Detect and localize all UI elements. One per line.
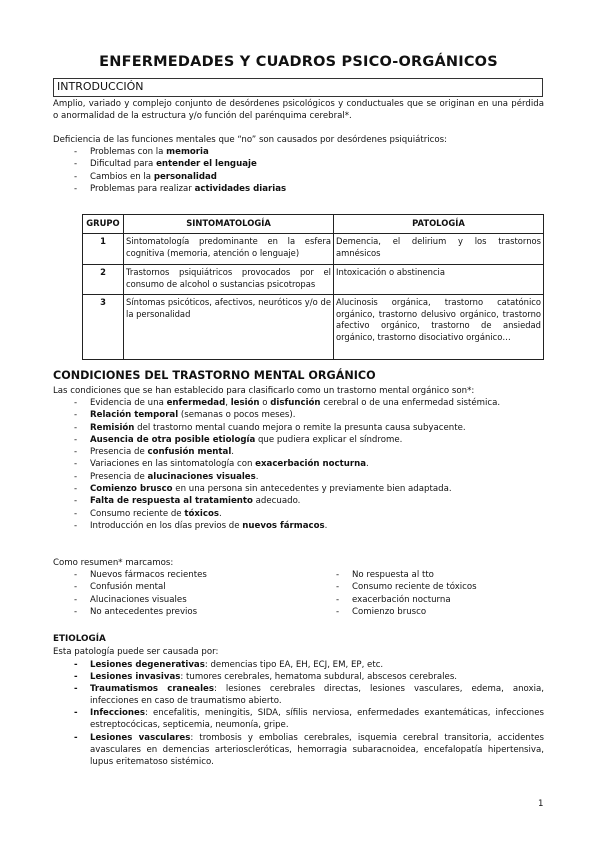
cell-grupo: 1 <box>83 234 124 265</box>
bullet-dash: - <box>74 471 78 482</box>
list-item-text: Falta de respuesta al tratamiento adecuado. <box>90 496 301 507</box>
bullet-dash: - <box>74 520 78 531</box>
bullet-dash: - <box>74 496 78 507</box>
bullet-dash: - <box>74 422 78 433</box>
summary-lead: Como resumen* marcamos: <box>53 558 174 568</box>
table-row <box>83 265 544 295</box>
table-header-row <box>83 215 544 234</box>
section-heading-etiologia: ETIOLOGÍA <box>53 634 106 644</box>
list-item <box>53 446 544 458</box>
list-item-text: Evidencia de una enfermedad, lesión o disfunción cerebral o de una enfermedad sistémica. <box>90 398 501 408</box>
page-number: 1 <box>538 799 544 809</box>
list-item <box>53 422 544 434</box>
list-item: - Alucinaciones visuales <box>74 594 187 605</box>
list-item: - Lesiones vasculares: trombosis y embolias cerebrales, isquemia cerebral transitoria, accidentes avasculares en demencias arterioscleróticas, hemorragia subaracnoidea, encefalopatía hipertensiva, lupus eritematoso sistémico. <box>74 732 544 767</box>
list-item: - Infecciones: encefalitis, meningitis, SIDA, sífilis nerviosa, enfermedades exantemáticas, infecciones estreptocócicas, septicemia, neumonía, gripe. <box>74 708 544 731</box>
list-item: - Problemas con la memoria <box>74 147 209 157</box>
cell-sintomatologia: Trastornos psiquiátricos provocados por el consumo de alcohol o sustancias psicotropas <box>124 265 334 295</box>
cell-grupo: 2 <box>83 265 124 295</box>
column-header-patologia: PATOLOGÍA <box>334 215 544 234</box>
list-item: - Dificultad para entender el lenguaje <box>74 159 257 170</box>
summary-left-column <box>53 569 293 618</box>
cell-patologia: Intoxicación o abstinencia <box>334 265 544 295</box>
list-item <box>53 495 544 507</box>
section-heading-label: INTRODUCCIÓN <box>57 80 144 93</box>
bullet-dash: - <box>74 459 78 470</box>
bullet-dash: - <box>74 410 78 421</box>
section-heading-condiciones: CONDICIONES DEL TRASTORNO MENTAL ORGÁNICO <box>53 369 376 382</box>
cell-patologia: Demencia, el delirium y los trastornos amnésicos <box>334 234 544 265</box>
list-item-text: Consumo reciente de tóxicos. <box>90 508 222 519</box>
list-item: - Lesiones invasivas: tumores cerebrales, hematoma subdural, abscesos cerebrales. <box>74 672 458 683</box>
list-item: - No antecedentes previos <box>74 606 198 617</box>
bullet-dash: - <box>74 508 78 519</box>
table-row <box>83 295 544 360</box>
deficiency-list <box>53 146 544 195</box>
etiology-lead: Esta patología puede ser causada por: <box>53 647 219 657</box>
list-item: - Nuevos fármacos recientes <box>74 570 207 580</box>
list-item: - Consumo reciente de tóxicos <box>336 582 477 593</box>
cell-sintomatologia: Síntomas psicóticos, afectivos, neuróticos y/o de la personalidad <box>124 295 334 360</box>
list-item-text: Presencia de alucinaciones visuales. <box>90 471 259 482</box>
list-item-text: Presencia de confusión mental. <box>90 447 235 458</box>
page-title: ENFERMEDADES Y CUADROS PSICO-ORGÁNICOS <box>99 54 498 70</box>
section-heading-introduccion <box>53 78 543 97</box>
list-item <box>53 397 544 409</box>
column-header-grupo: GRUPO <box>83 215 124 234</box>
summary-right-column <box>315 569 555 618</box>
conditions-lead: Las condiciones que se han establecido para clasificarlo como un trastorno mental orgánico son*: <box>53 386 475 396</box>
bullet-dash: - <box>74 447 78 458</box>
list-item <box>53 471 544 483</box>
list-item <box>53 483 544 495</box>
etiology-list <box>53 659 544 768</box>
list-item-text: Ausencia de otra posible etiología que pudiera explicar el síndrome. <box>90 434 403 445</box>
list-item <box>53 520 544 532</box>
list-item-text: Comienzo brusco en una persona sin antecedentes y previamente bien adaptada. <box>90 484 452 495</box>
table-row <box>83 234 544 265</box>
list-item-text: Introducción en los días previos de nuevos fármacos. <box>90 520 328 531</box>
list-item: - exacerbación nocturna <box>336 594 451 605</box>
list-item: - Problemas para realizar actividades diarias <box>74 183 287 194</box>
conditions-list <box>53 397 544 532</box>
bullet-dash: - <box>74 434 78 445</box>
list-item: - No respuesta al tto <box>336 570 434 580</box>
bullet-dash: - <box>74 484 78 495</box>
list-item <box>53 434 544 446</box>
bullet-dash: - <box>74 398 78 408</box>
cell-patologia: Alucinosis orgánica, trastorno catatónico orgánico, trastorno delusivo orgánico, trastorno afectivo orgánico, trastorno de ansiedad orgánico, trastorno disociativo orgánico… <box>334 295 544 360</box>
list-item-text: Remisión del trastorno mental cuando mejora o remite la presunta causa subyacente. <box>90 422 466 433</box>
cell-sintomatologia: Sintomatología predominante en la esfera cognitiva (memoria, atención o lenguaje) <box>124 234 334 265</box>
list-item: - Confusión mental <box>74 582 166 593</box>
cell-grupo: 3 <box>83 295 124 360</box>
list-item: - Lesiones degenerativas: demencias tipo EA, EH, ECJ, EM, EP, etc. <box>74 660 384 670</box>
list-item-text: Variaciones en las sintomatología con exacerbación nocturna. <box>90 459 369 470</box>
list-item <box>53 458 544 470</box>
list-item: - Cambios en la personalidad <box>74 171 217 182</box>
list-item: - Traumatismos craneales: lesiones cerebrales directas, lesiones vasculares, edema, anoxia, infecciones en caso de traumatismo abierto. <box>74 684 545 707</box>
list-item: - Comienzo brusco <box>336 606 427 617</box>
list-item <box>53 508 544 520</box>
groups-table <box>82 214 544 360</box>
column-header-sintomatologia: SINTOMATOLOGÍA <box>124 215 334 234</box>
intro-paragraph: Amplio, variado y complejo conjunto de desórdenes psicológicos y conductuales que se originan en una pérdida o anormalidad de la estructura y/o función del parénquima cerebral*. <box>53 99 544 122</box>
list-item <box>53 409 544 421</box>
deficiency-lead: Deficiencia de las funciones mentales que “no” son causados por desórdenes psiquiátricos: <box>53 135 448 145</box>
list-item-text: Relación temporal (semanas o pocos meses). <box>90 410 296 421</box>
